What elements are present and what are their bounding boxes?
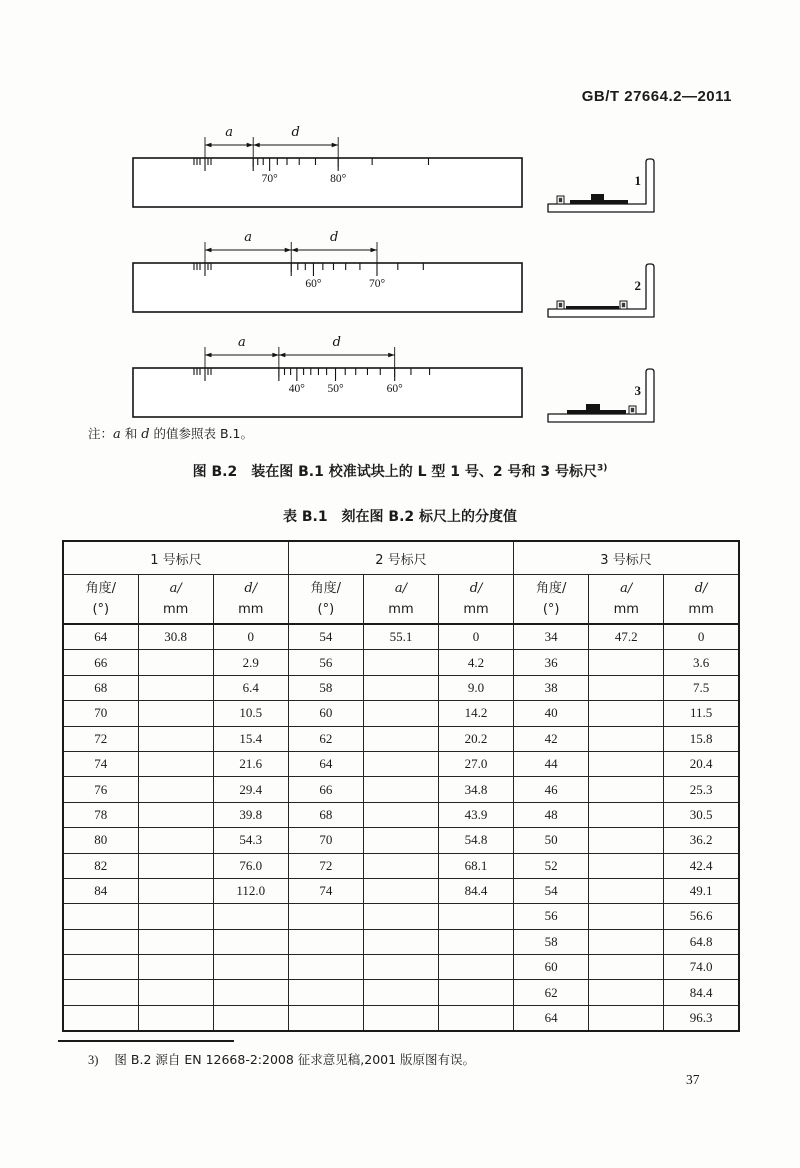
table-cell: 76.0 (213, 853, 288, 878)
table-cell (363, 853, 438, 878)
table-cell: 50 (514, 828, 589, 853)
footnote-text: 图 B.2 源自 EN 12668-2:2008 征求意见稿,2001 版原图有误。 (114, 1052, 476, 1067)
dim-d-label: d (329, 230, 339, 245)
table-cell (138, 777, 213, 802)
table-row (63, 802, 739, 827)
table-cell: 62 (288, 726, 363, 751)
table-cell: 15.4 (213, 726, 288, 751)
table-row (63, 624, 739, 650)
group-header-row (63, 541, 739, 575)
graduation-table (62, 540, 740, 1032)
table-cell (589, 878, 664, 903)
table-cell: 30.5 (664, 802, 739, 827)
sub-header-cell: a/ mm (363, 575, 438, 625)
table-cell: 66 (288, 777, 363, 802)
sub-header-row (63, 575, 739, 625)
table-cell (363, 878, 438, 903)
table-cell: 54 (288, 624, 363, 650)
table-cell (288, 955, 363, 980)
table-cell (363, 904, 438, 929)
table-cell: 84.4 (439, 878, 514, 903)
bracket-number: 2 (634, 278, 641, 293)
table-cell (589, 675, 664, 700)
table-cell: 52 (514, 853, 589, 878)
table-cell: 27.0 (439, 751, 514, 776)
table-cell: 20.2 (439, 726, 514, 751)
table-cell (138, 904, 213, 929)
table-cell: 56 (514, 904, 589, 929)
bracket-number: 1 (634, 173, 641, 188)
note-prefix: 注： (88, 426, 114, 441)
dim-a-label: a (244, 230, 252, 245)
table-cell (138, 955, 213, 980)
ruler-diagram-2 (80, 227, 695, 332)
table-cell: 64.8 (664, 929, 739, 954)
page-number: 37 (686, 1072, 700, 1087)
table-cell: 58 (514, 929, 589, 954)
table-cell: 43.9 (439, 802, 514, 827)
note-var-d: d (141, 427, 150, 442)
table-row (63, 1005, 739, 1031)
table-cell: 68 (288, 802, 363, 827)
table-cell (363, 675, 438, 700)
table-cell: 55.1 (363, 624, 438, 650)
table-cell: 46 (514, 777, 589, 802)
table-cell (363, 650, 438, 675)
table-cell (138, 980, 213, 1005)
table-body (63, 624, 739, 1031)
table-cell: 42 (514, 726, 589, 751)
angle-label: 40° (288, 383, 305, 395)
sub-header-cell: 角度/ (°) (288, 575, 363, 625)
group-header-ruler-3: 3 号标尺 (514, 541, 739, 575)
table-cell: 25.3 (664, 777, 739, 802)
ruler-body (133, 158, 522, 207)
table-cell (363, 777, 438, 802)
table-cell (213, 955, 288, 980)
table-row (63, 955, 739, 980)
table-cell: 36.2 (664, 828, 739, 853)
table-cell (138, 675, 213, 700)
angle-label: 50° (327, 383, 344, 395)
table-cell (363, 955, 438, 980)
sub-header-cell: a/ mm (589, 575, 664, 625)
table-cell (363, 929, 438, 954)
table-cell: 15.8 (664, 726, 739, 751)
table-row (63, 853, 739, 878)
table-cell: 66 (63, 650, 138, 675)
dim-d-label: d (332, 335, 341, 350)
table-cell: 84.4 (664, 980, 739, 1005)
table-cell (63, 929, 138, 954)
table-cell: 0 (213, 624, 288, 650)
table-row (63, 726, 739, 751)
table-cell: 38 (514, 675, 589, 700)
table-cell: 68 (63, 675, 138, 700)
footnote-rule (58, 1040, 234, 1042)
table-cell (138, 929, 213, 954)
angle-label: 80° (330, 173, 347, 185)
sub-header-cell: a/ mm (138, 575, 213, 625)
table-cell: 78 (63, 802, 138, 827)
table-cell: 72 (288, 853, 363, 878)
group-header-ruler-1: 1 号标尺 (63, 541, 288, 575)
table-cell: 60 (288, 701, 363, 726)
table-cell: 49.1 (664, 878, 739, 903)
table-cell: 6.4 (213, 675, 288, 700)
table-row (63, 878, 739, 903)
table-cell: 44 (514, 751, 589, 776)
figure-caption-text: 图 B.2 装在图 B.1 校准试块上的 L 型 1 号、2 号和 3 号标尺 (192, 464, 597, 480)
table-cell (138, 802, 213, 827)
table-cell (363, 701, 438, 726)
table-cell (288, 980, 363, 1005)
table-cell: 11.5 (664, 701, 739, 726)
table-cell: 96.3 (664, 1005, 739, 1031)
table-cell (213, 980, 288, 1005)
table-cell (213, 1005, 288, 1031)
table-row (63, 675, 739, 700)
table-cell (138, 828, 213, 853)
table-cell: 80 (63, 828, 138, 853)
table-cell: 54 (514, 878, 589, 903)
dim-d-label: d (291, 125, 300, 140)
table-row (63, 751, 739, 776)
table-cell (589, 1005, 664, 1031)
table-cell: 82 (63, 853, 138, 878)
table-cell: 34 (514, 624, 589, 650)
table-cell (439, 955, 514, 980)
table-cell (138, 853, 213, 878)
table-row (63, 904, 739, 929)
table-cell: 42.4 (664, 853, 739, 878)
table-cell (288, 904, 363, 929)
table-cell (439, 1005, 514, 1031)
table-cell: 56.6 (664, 904, 739, 929)
table-cell: 72 (63, 726, 138, 751)
table-cell (589, 904, 664, 929)
table-cell: 47.2 (589, 624, 664, 650)
table-row (63, 701, 739, 726)
table-cell: 0 (664, 624, 739, 650)
table-cell (589, 650, 664, 675)
table-cell (138, 751, 213, 776)
table-row (63, 777, 739, 802)
sub-header-cell: d/ mm (439, 575, 514, 625)
table-cell: 54.3 (213, 828, 288, 853)
group-header-ruler-2: 2 号标尺 (288, 541, 513, 575)
table-cell: 76 (63, 777, 138, 802)
table-cell (363, 1005, 438, 1031)
table-cell (63, 1005, 138, 1031)
table-cell: 68.1 (439, 853, 514, 878)
table-cell (589, 929, 664, 954)
table-cell (589, 802, 664, 827)
table-cell: 70 (63, 701, 138, 726)
table-cell: 64 (288, 751, 363, 776)
table-cell: 29.4 (213, 777, 288, 802)
table-cell: 9.0 (439, 675, 514, 700)
table-cell: 39.8 (213, 802, 288, 827)
table-cell: 7.5 (664, 675, 739, 700)
table-cell (439, 929, 514, 954)
sub-header-cell: d/ mm (213, 575, 288, 625)
sub-header-cell: 角度/ (°) (514, 575, 589, 625)
table-cell (363, 726, 438, 751)
table-row (63, 980, 739, 1005)
table-cell: 74 (288, 878, 363, 903)
table-row (63, 828, 739, 853)
footnote (88, 1050, 475, 1068)
table-cell: 60 (514, 955, 589, 980)
table-cell (439, 904, 514, 929)
table-cell (213, 929, 288, 954)
table-cell (589, 828, 664, 853)
table-cell: 48 (514, 802, 589, 827)
figure-caption (0, 461, 800, 481)
table-cell (63, 904, 138, 929)
table-cell (138, 650, 213, 675)
table-cell: 3.6 (664, 650, 739, 675)
sub-header-cell: 角度/ (°) (63, 575, 138, 625)
table-caption: 表 B.1 刻在图 B.2 标尺上的分度值 (282, 509, 518, 525)
sub-header-cell: d/ mm (664, 575, 739, 625)
table-cell: 74 (63, 751, 138, 776)
standard-number: GB/T 27664.2—2011 (581, 88, 732, 105)
table-cell (138, 878, 213, 903)
table-cell: 54.8 (439, 828, 514, 853)
ruler-diagram-3 (80, 332, 695, 437)
table-cell (439, 980, 514, 1005)
table-cell (138, 1005, 213, 1031)
table-cell: 56 (288, 650, 363, 675)
table-cell: 36 (514, 650, 589, 675)
note-var-a: a (113, 427, 121, 442)
table-row (63, 929, 739, 954)
table-cell: 64 (63, 624, 138, 650)
graduation-table-wrap (62, 540, 740, 1032)
table-cell: 21.6 (213, 751, 288, 776)
angle-label: 70° (261, 173, 278, 185)
table-cell (138, 701, 213, 726)
table-cell (63, 980, 138, 1005)
table-cell: 0 (439, 624, 514, 650)
table-cell: 62 (514, 980, 589, 1005)
angle-label: 70° (368, 278, 386, 290)
table-cell: 58 (288, 675, 363, 700)
angle-label: 60° (305, 278, 322, 290)
table-cell (288, 1005, 363, 1031)
table-cell: 2.9 (213, 650, 288, 675)
table-cell (589, 777, 664, 802)
table-cell (589, 751, 664, 776)
table-cell: 20.4 (664, 751, 739, 776)
table-cell: 14.2 (439, 701, 514, 726)
dim-a-label: a (225, 125, 233, 140)
table-cell: 74.0 (664, 955, 739, 980)
table-cell (363, 828, 438, 853)
figure-caption-footnote-ref: 3) (596, 463, 608, 474)
table-cell (213, 904, 288, 929)
table-row (63, 650, 739, 675)
table-cell (138, 726, 213, 751)
note-mid: 和 (120, 426, 142, 441)
table-cell (589, 853, 664, 878)
bracket-number: 3 (634, 383, 641, 398)
table-cell: 64 (514, 1005, 589, 1031)
table-cell: 84 (63, 878, 138, 903)
table-cell (363, 751, 438, 776)
angle-label: 60° (386, 383, 403, 395)
table-cell: 112.0 (213, 878, 288, 903)
table-cell (363, 980, 438, 1005)
table-cell (589, 701, 664, 726)
table-cell (589, 726, 664, 751)
ruler-body (133, 263, 522, 312)
table-cell: 70 (288, 828, 363, 853)
ruler-diagram-1 (80, 122, 695, 227)
dim-a-label: a (238, 335, 246, 350)
table-cell (288, 929, 363, 954)
table-cell: 10.5 (213, 701, 288, 726)
table-cell (589, 955, 664, 980)
table-cell: 40 (514, 701, 589, 726)
table-cell: 4.2 (439, 650, 514, 675)
figure-note (88, 424, 253, 442)
table-cell (63, 955, 138, 980)
footnote-marker: 3) (88, 1053, 99, 1067)
table-cell (589, 980, 664, 1005)
table-cell (363, 802, 438, 827)
note-suffix: 的值参照表 B.1。 (149, 426, 254, 441)
table-cell: 34.8 (439, 777, 514, 802)
table-cell: 30.8 (138, 624, 213, 650)
